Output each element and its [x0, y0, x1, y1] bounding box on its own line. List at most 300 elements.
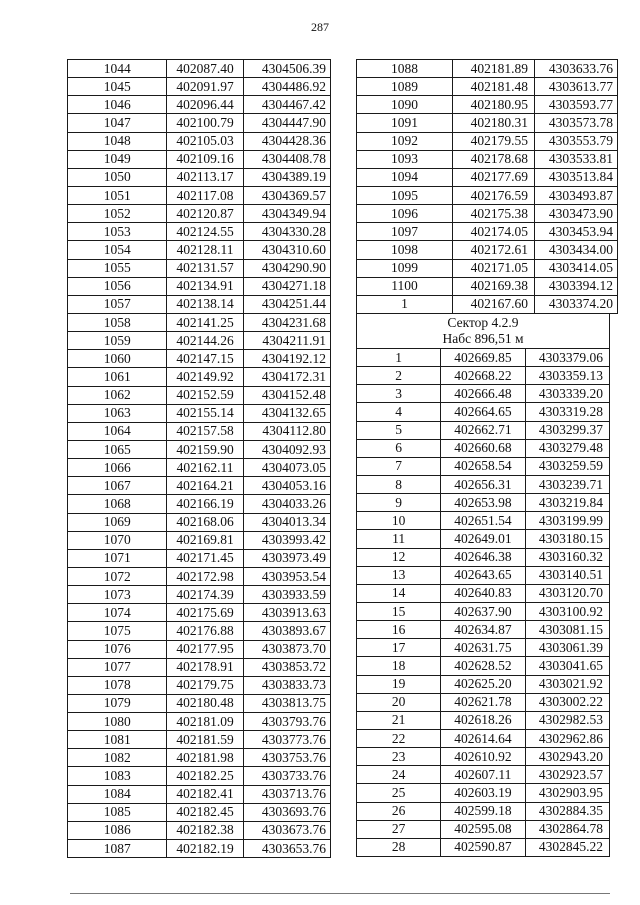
y-coordinate-cell: 4304251.44 — [243, 295, 330, 313]
x-coordinate-cell: 402162.11 — [167, 459, 243, 477]
x-coordinate-cell: 402637.90 — [441, 602, 525, 620]
table-row — [357, 295, 618, 313]
point-number-cell: 1090 — [357, 96, 453, 114]
table-row — [68, 586, 331, 604]
table-row — [357, 475, 610, 493]
table-row — [357, 132, 618, 150]
point-number-cell: 12 — [357, 548, 441, 566]
table-row — [357, 439, 610, 457]
point-number-cell: 1082 — [68, 749, 167, 767]
sector-elevation: Набс 896,51 м — [442, 331, 524, 346]
y-coordinate-cell: 4304033.26 — [243, 495, 330, 513]
point-number-cell: 1071 — [68, 549, 167, 567]
x-coordinate-cell: 402113.17 — [167, 168, 243, 186]
table-row — [357, 602, 610, 620]
table-row — [357, 748, 610, 766]
y-coordinate-cell: 4302903.95 — [525, 784, 609, 802]
table-row — [68, 785, 331, 803]
table-row — [357, 512, 610, 530]
table-row — [68, 640, 331, 658]
point-number-cell: 1054 — [68, 241, 167, 259]
y-coordinate-cell: 4303673.76 — [243, 821, 330, 839]
point-number-cell: 20 — [357, 693, 441, 711]
y-coordinate-cell: 4304271.18 — [243, 277, 330, 295]
table-row — [68, 477, 331, 495]
table-row — [357, 114, 618, 132]
table-row — [357, 802, 610, 820]
table-row — [68, 694, 331, 712]
x-coordinate-cell: 402100.79 — [167, 114, 243, 132]
x-coordinate-cell: 402149.92 — [167, 368, 243, 386]
x-coordinate-cell: 402180.95 — [453, 96, 535, 114]
x-coordinate-cell: 402172.98 — [167, 567, 243, 585]
table-row — [357, 150, 618, 168]
table-row — [68, 132, 331, 150]
table-row — [68, 332, 331, 350]
point-number-cell: 1057 — [68, 295, 167, 313]
x-coordinate-cell: 402124.55 — [167, 223, 243, 241]
point-number-cell: 25 — [357, 784, 441, 802]
y-coordinate-cell: 4303299.37 — [525, 421, 609, 439]
table-row — [68, 150, 331, 168]
point-number-cell: 21 — [357, 711, 441, 729]
y-coordinate-cell: 4303120.70 — [525, 584, 609, 602]
sector-header — [357, 314, 610, 349]
x-coordinate-cell: 402666.48 — [441, 385, 525, 403]
point-number-cell: 1051 — [68, 186, 167, 204]
y-coordinate-cell: 4303394.12 — [535, 277, 618, 295]
x-coordinate-cell: 402182.19 — [167, 840, 243, 858]
point-number-cell: 1045 — [68, 78, 167, 96]
point-number-cell: 1084 — [68, 785, 167, 803]
x-coordinate-cell: 402159.90 — [167, 440, 243, 458]
point-number-cell: 1070 — [68, 531, 167, 549]
y-coordinate-cell: 4303041.65 — [525, 657, 609, 675]
table-row — [357, 60, 618, 78]
y-coordinate-cell: 4304467.42 — [243, 96, 330, 114]
y-coordinate-cell: 4303021.92 — [525, 675, 609, 693]
point-number-cell: 1099 — [357, 259, 453, 277]
y-coordinate-cell: 4302943.20 — [525, 748, 609, 766]
point-number-cell: 1067 — [68, 477, 167, 495]
table-row — [357, 729, 610, 747]
point-number-cell: 1100 — [357, 277, 453, 295]
point-number-cell: 19 — [357, 675, 441, 693]
coordinates-table-left — [67, 59, 331, 858]
y-coordinate-cell: 4303160.32 — [525, 548, 609, 566]
y-coordinate-cell: 4303833.73 — [243, 676, 330, 694]
y-coordinate-cell: 4304211.91 — [243, 332, 330, 350]
table-row — [357, 457, 610, 475]
table-row — [68, 295, 331, 313]
y-coordinate-cell: 4303973.49 — [243, 549, 330, 567]
table-row — [68, 749, 331, 767]
table-row — [357, 621, 610, 639]
y-coordinate-cell: 4303140.51 — [525, 566, 609, 584]
table-row — [68, 241, 331, 259]
y-coordinate-cell: 4303873.70 — [243, 640, 330, 658]
y-coordinate-cell: 4303893.67 — [243, 622, 330, 640]
table-row — [357, 421, 610, 439]
table-row — [357, 639, 610, 657]
table-row — [357, 548, 610, 566]
x-coordinate-cell: 402176.59 — [453, 186, 535, 204]
point-number-cell: 6 — [357, 439, 441, 457]
point-number-cell: 1062 — [68, 386, 167, 404]
point-number-cell: 1058 — [68, 313, 167, 331]
table-row — [357, 530, 610, 548]
point-number-cell: 1072 — [68, 567, 167, 585]
point-number-cell: 1080 — [68, 713, 167, 731]
x-coordinate-cell: 402169.81 — [167, 531, 243, 549]
point-number-cell: 7 — [357, 457, 441, 475]
y-coordinate-cell: 4303199.99 — [525, 512, 609, 530]
point-number-cell: 1089 — [357, 78, 453, 96]
point-number-cell: 3 — [357, 385, 441, 403]
y-coordinate-cell: 4303473.90 — [535, 205, 618, 223]
point-number-cell: 1059 — [68, 332, 167, 350]
x-coordinate-cell: 402180.48 — [167, 694, 243, 712]
x-coordinate-cell: 402091.97 — [167, 78, 243, 96]
table-row — [357, 403, 610, 421]
y-coordinate-cell: 4304330.28 — [243, 223, 330, 241]
point-number-cell: 1048 — [68, 132, 167, 150]
x-coordinate-cell: 402660.68 — [441, 439, 525, 457]
x-coordinate-cell: 402649.01 — [441, 530, 525, 548]
point-number-cell: 22 — [357, 729, 441, 747]
x-coordinate-cell: 402182.25 — [167, 767, 243, 785]
point-number-cell: 1097 — [357, 223, 453, 241]
point-number-cell: 11 — [357, 530, 441, 548]
y-coordinate-cell: 4304447.90 — [243, 114, 330, 132]
table-row — [68, 259, 331, 277]
table-row — [357, 494, 610, 512]
point-number-cell: 16 — [357, 621, 441, 639]
point-number-cell: 14 — [357, 584, 441, 602]
table-row — [68, 658, 331, 676]
point-number-cell: 1077 — [68, 658, 167, 676]
x-coordinate-cell: 402177.95 — [167, 640, 243, 658]
y-coordinate-cell: 4303853.72 — [243, 658, 330, 676]
table-row — [68, 78, 331, 96]
table-row — [357, 205, 618, 223]
page-number: 287 — [311, 20, 329, 34]
x-coordinate-cell: 402621.78 — [441, 693, 525, 711]
y-coordinate-cell: 4304310.60 — [243, 241, 330, 259]
point-number-cell: 8 — [357, 475, 441, 493]
point-number-cell: 1049 — [68, 150, 167, 168]
y-coordinate-cell: 4303653.76 — [243, 840, 330, 858]
x-coordinate-cell: 402152.59 — [167, 386, 243, 404]
y-coordinate-cell: 4304486.92 — [243, 78, 330, 96]
point-number-cell: 10 — [357, 512, 441, 530]
x-coordinate-cell: 402175.38 — [453, 205, 535, 223]
table-row — [68, 168, 331, 186]
table-row — [357, 675, 610, 693]
table-row — [357, 78, 618, 96]
table-row — [68, 96, 331, 114]
point-number-cell: 1064 — [68, 422, 167, 440]
x-coordinate-cell: 402172.61 — [453, 241, 535, 259]
x-coordinate-cell: 402141.25 — [167, 313, 243, 331]
y-coordinate-cell: 4304506.39 — [243, 60, 330, 78]
point-number-cell: 1052 — [68, 205, 167, 223]
point-number-cell: 1060 — [68, 350, 167, 368]
x-coordinate-cell: 402595.08 — [441, 820, 525, 838]
table-row — [357, 349, 610, 367]
x-coordinate-cell: 402631.75 — [441, 639, 525, 657]
point-number-cell: 24 — [357, 766, 441, 784]
table-row — [357, 784, 610, 802]
y-coordinate-cell: 4302884.35 — [525, 802, 609, 820]
x-coordinate-cell: 402653.98 — [441, 494, 525, 512]
x-coordinate-cell: 402087.40 — [167, 60, 243, 78]
point-number-cell: 1086 — [68, 821, 167, 839]
table-row — [68, 186, 331, 204]
sector-title: Сектор 4.2.9 — [447, 315, 519, 330]
table-row — [357, 838, 610, 856]
table-row — [357, 711, 610, 729]
point-number-cell: 1091 — [357, 114, 453, 132]
point-number-cell: 18 — [357, 657, 441, 675]
y-coordinate-cell: 4303061.39 — [525, 639, 609, 657]
x-coordinate-cell: 402603.19 — [441, 784, 525, 802]
sector-header-row — [357, 314, 610, 349]
point-number-cell: 1095 — [357, 186, 453, 204]
x-coordinate-cell: 402628.52 — [441, 657, 525, 675]
point-number-cell: 1055 — [68, 259, 167, 277]
point-number-cell: 1073 — [68, 586, 167, 604]
y-coordinate-cell: 4304132.65 — [243, 404, 330, 422]
x-coordinate-cell: 402178.68 — [453, 150, 535, 168]
table-row — [68, 313, 331, 331]
table-row — [357, 168, 618, 186]
y-coordinate-cell: 4304408.78 — [243, 150, 330, 168]
x-coordinate-cell: 402664.65 — [441, 403, 525, 421]
y-coordinate-cell: 4304369.57 — [243, 186, 330, 204]
table-row — [68, 840, 331, 858]
x-coordinate-cell: 402134.91 — [167, 277, 243, 295]
x-coordinate-cell: 402651.54 — [441, 512, 525, 530]
x-coordinate-cell: 402175.69 — [167, 604, 243, 622]
y-coordinate-cell: 4302962.86 — [525, 729, 609, 747]
y-coordinate-cell: 4303359.13 — [525, 367, 609, 385]
point-number-cell: 1093 — [357, 150, 453, 168]
y-coordinate-cell: 4304428.36 — [243, 132, 330, 150]
point-number-cell: 28 — [357, 838, 441, 856]
point-number-cell: 1076 — [68, 640, 167, 658]
y-coordinate-cell: 4303993.42 — [243, 531, 330, 549]
y-coordinate-cell: 4303913.63 — [243, 604, 330, 622]
x-coordinate-cell: 402182.41 — [167, 785, 243, 803]
x-coordinate-cell: 402166.19 — [167, 495, 243, 513]
table-row — [68, 767, 331, 785]
x-coordinate-cell: 402618.26 — [441, 711, 525, 729]
x-coordinate-cell: 402144.26 — [167, 332, 243, 350]
y-coordinate-cell: 4303733.76 — [243, 767, 330, 785]
y-coordinate-cell: 4303613.77 — [535, 78, 618, 96]
point-number-cell: 1 — [357, 349, 441, 367]
table-row — [68, 422, 331, 440]
table-row — [357, 223, 618, 241]
table-row — [357, 693, 610, 711]
table-row — [68, 567, 331, 585]
x-coordinate-cell: 402128.11 — [167, 241, 243, 259]
y-coordinate-cell: 4304092.93 — [243, 440, 330, 458]
y-coordinate-cell: 4303379.06 — [525, 349, 609, 367]
y-coordinate-cell: 4303493.87 — [535, 186, 618, 204]
x-coordinate-cell: 402182.45 — [167, 803, 243, 821]
table-row — [357, 584, 610, 602]
table-row — [68, 731, 331, 749]
table-row — [357, 385, 610, 403]
y-coordinate-cell: 4304290.90 — [243, 259, 330, 277]
y-coordinate-cell: 4303259.59 — [525, 457, 609, 475]
y-coordinate-cell: 4304053.16 — [243, 477, 330, 495]
y-coordinate-cell: 4302845.22 — [525, 838, 609, 856]
y-coordinate-cell: 4304013.34 — [243, 513, 330, 531]
x-coordinate-cell: 402599.18 — [441, 802, 525, 820]
point-number-cell: 1094 — [357, 168, 453, 186]
y-coordinate-cell: 4303239.71 — [525, 475, 609, 493]
y-coordinate-cell: 4303813.75 — [243, 694, 330, 712]
table-row — [68, 676, 331, 694]
point-number-cell: 13 — [357, 566, 441, 584]
x-coordinate-cell: 402181.09 — [167, 713, 243, 731]
y-coordinate-cell: 4304112.80 — [243, 422, 330, 440]
y-coordinate-cell: 4303002.22 — [525, 693, 609, 711]
y-coordinate-cell: 4303279.48 — [525, 439, 609, 457]
table-row — [68, 803, 331, 821]
point-number-cell: 1065 — [68, 440, 167, 458]
point-number-cell: 1 — [357, 295, 453, 313]
table-row — [357, 186, 618, 204]
table-row — [357, 241, 618, 259]
y-coordinate-cell: 4303533.81 — [535, 150, 618, 168]
x-coordinate-cell: 402181.59 — [167, 731, 243, 749]
point-number-cell: 1096 — [357, 205, 453, 223]
x-coordinate-cell: 402117.08 — [167, 186, 243, 204]
table-row — [68, 350, 331, 368]
x-coordinate-cell: 402662.71 — [441, 421, 525, 439]
point-number-cell: 15 — [357, 602, 441, 620]
table-row — [68, 622, 331, 640]
x-coordinate-cell: 402668.22 — [441, 367, 525, 385]
y-coordinate-cell: 4304073.05 — [243, 459, 330, 477]
y-coordinate-cell: 4303513.84 — [535, 168, 618, 186]
x-coordinate-cell: 402179.55 — [453, 132, 535, 150]
point-number-cell: 1068 — [68, 495, 167, 513]
x-coordinate-cell: 402164.21 — [167, 477, 243, 495]
x-coordinate-cell: 402610.92 — [441, 748, 525, 766]
y-coordinate-cell: 4304172.31 — [243, 368, 330, 386]
point-number-cell: 1044 — [68, 60, 167, 78]
x-coordinate-cell: 402105.03 — [167, 132, 243, 150]
x-coordinate-cell: 402180.31 — [453, 114, 535, 132]
x-coordinate-cell: 402658.54 — [441, 457, 525, 475]
point-number-cell: 1087 — [68, 840, 167, 858]
x-coordinate-cell: 402179.75 — [167, 676, 243, 694]
y-coordinate-cell: 4304192.12 — [243, 350, 330, 368]
table-row — [68, 386, 331, 404]
coordinates-table-right-top — [356, 59, 618, 314]
point-number-cell: 1066 — [68, 459, 167, 477]
point-number-cell: 5 — [357, 421, 441, 439]
point-number-cell: 1088 — [357, 60, 453, 78]
table-row — [357, 820, 610, 838]
table-row — [68, 821, 331, 839]
point-number-cell: 1050 — [68, 168, 167, 186]
y-coordinate-cell: 4302923.57 — [525, 766, 609, 784]
x-coordinate-cell: 402174.39 — [167, 586, 243, 604]
y-coordinate-cell: 4303553.79 — [535, 132, 618, 150]
table-row — [357, 657, 610, 675]
x-coordinate-cell: 402171.05 — [453, 259, 535, 277]
x-coordinate-cell: 402178.91 — [167, 658, 243, 676]
x-coordinate-cell: 402640.83 — [441, 584, 525, 602]
table-row — [68, 223, 331, 241]
x-coordinate-cell: 402131.57 — [167, 259, 243, 277]
table-row — [68, 495, 331, 513]
x-coordinate-cell: 402177.69 — [453, 168, 535, 186]
x-coordinate-cell: 402590.87 — [441, 838, 525, 856]
y-coordinate-cell: 4303693.76 — [243, 803, 330, 821]
y-coordinate-cell: 4303339.20 — [525, 385, 609, 403]
x-coordinate-cell: 402169.38 — [453, 277, 535, 295]
table-row — [68, 459, 331, 477]
y-coordinate-cell: 4303453.94 — [535, 223, 618, 241]
y-coordinate-cell: 4303319.28 — [525, 403, 609, 421]
point-number-cell: 1047 — [68, 114, 167, 132]
x-coordinate-cell: 402157.58 — [167, 422, 243, 440]
table-row — [357, 566, 610, 584]
x-coordinate-cell: 402181.48 — [453, 78, 535, 96]
table-row — [68, 604, 331, 622]
point-number-cell: 27 — [357, 820, 441, 838]
y-coordinate-cell: 4302982.53 — [525, 711, 609, 729]
y-coordinate-cell: 4304389.19 — [243, 168, 330, 186]
x-coordinate-cell: 402109.16 — [167, 150, 243, 168]
y-coordinate-cell: 4303180.15 — [525, 530, 609, 548]
y-coordinate-cell: 4303573.78 — [535, 114, 618, 132]
point-number-cell: 9 — [357, 494, 441, 512]
x-coordinate-cell: 402147.15 — [167, 350, 243, 368]
table-row — [68, 513, 331, 531]
x-coordinate-cell: 402171.45 — [167, 549, 243, 567]
point-number-cell: 1078 — [68, 676, 167, 694]
x-coordinate-cell: 402168.06 — [167, 513, 243, 531]
y-coordinate-cell: 4304349.94 — [243, 205, 330, 223]
point-number-cell: 1056 — [68, 277, 167, 295]
point-number-cell: 1081 — [68, 731, 167, 749]
y-coordinate-cell: 4302864.78 — [525, 820, 609, 838]
x-coordinate-cell: 402096.44 — [167, 96, 243, 114]
x-coordinate-cell: 402669.85 — [441, 349, 525, 367]
x-coordinate-cell: 402643.65 — [441, 566, 525, 584]
y-coordinate-cell: 4303081.15 — [525, 621, 609, 639]
x-coordinate-cell: 402607.11 — [441, 766, 525, 784]
x-coordinate-cell: 402181.89 — [453, 60, 535, 78]
y-coordinate-cell: 4303100.92 — [525, 602, 609, 620]
point-number-cell: 1085 — [68, 803, 167, 821]
x-coordinate-cell: 402155.14 — [167, 404, 243, 422]
table-row — [68, 60, 331, 78]
point-number-cell: 1063 — [68, 404, 167, 422]
point-number-cell: 1046 — [68, 96, 167, 114]
x-coordinate-cell: 402176.88 — [167, 622, 243, 640]
table-row — [68, 531, 331, 549]
table-row — [68, 549, 331, 567]
